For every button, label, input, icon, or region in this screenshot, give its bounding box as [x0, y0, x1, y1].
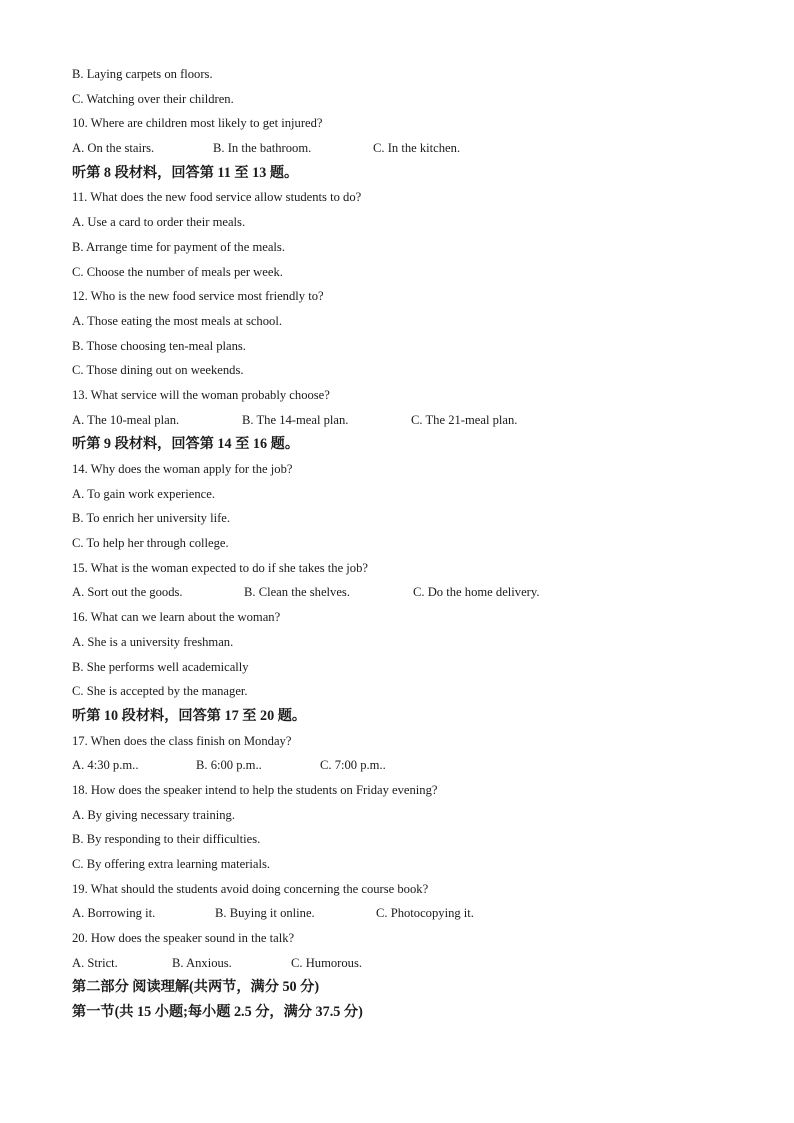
answer-option: C. In the kitchen.	[373, 141, 461, 156]
text-line: B. Laying carpets on floors.	[72, 67, 213, 81]
section-heading: 听第 9 段材料，回答第 14 至 16 题。	[72, 436, 300, 453]
answer-option: C. Do the home delivery.	[413, 585, 540, 600]
text-line: C. Watching over their children.	[72, 91, 234, 106]
text-line: B. She performs well academically	[72, 659, 249, 674]
answer-option: B. Anxious.	[172, 955, 232, 970]
text-line: B. To enrich her university life.	[72, 511, 231, 526]
section-heading: 听第 10 段材料，回答第 17 至 20 题。	[72, 707, 307, 724]
text-line: 15. What is the woman expected to do if she takes the job?	[72, 560, 368, 575]
text-line: 14. Why does the woman apply for the job?	[72, 462, 293, 476]
text-line: C. To help her through college.	[72, 536, 229, 551]
text-line: 17. When does the class finish on Monday?	[72, 733, 292, 748]
text-line: C. She is accepted by the manager.	[72, 684, 248, 699]
text-line: A. She is a university freshman.	[72, 634, 234, 649]
answer-option: B. 6:00 p.m..	[196, 758, 262, 773]
text-line: A. To gain work experience.	[72, 486, 215, 501]
document-content	[72, 62, 732, 1025]
answer-options-row	[72, 580, 732, 605]
text-line: 19. What should the students avoid doing concerning the course book?	[72, 881, 429, 896]
answer-options-row	[72, 901, 732, 926]
answer-option: C. Humorous.	[291, 955, 363, 970]
text-line: C. By offering extra learning materials.	[72, 857, 271, 871]
answer-options-row	[72, 408, 732, 433]
text-line: 12. Who is the new food service most friendly to?	[72, 289, 324, 304]
section-heading: 第二部分 阅读理解(共两节，满分 50 分)	[72, 979, 320, 996]
answer-option: B. The 14-meal plan.	[242, 412, 349, 427]
text-line: A. Those eating the most meals at school.	[72, 313, 282, 328]
answer-options-row	[72, 753, 732, 778]
text-line: 16. What can we learn about the woman?	[72, 610, 281, 625]
text-line: B. By responding to their difficulties.	[72, 832, 261, 847]
text-line: C. Those dining out on weekends.	[72, 363, 244, 378]
section-heading: 听第 8 段材料，回答第 11 至 13 题。	[72, 164, 299, 181]
answer-option: A. On the stairs.	[72, 141, 155, 156]
answer-option: A. Borrowing it.	[72, 906, 156, 921]
answer-option: A. The 10-meal plan.	[72, 412, 180, 427]
answer-options-row	[72, 136, 732, 161]
answer-option: C. 7:00 p.m..	[320, 758, 386, 773]
answer-option: A. 4:30 p.m..	[72, 758, 139, 773]
answer-option: A. Sort out the goods.	[72, 585, 183, 600]
answer-option: B. Buying it online.	[215, 906, 315, 921]
answer-option: A. Strict.	[72, 955, 118, 970]
answer-option: C. The 21-meal plan.	[411, 412, 518, 427]
answer-option: C. Photocopying it.	[376, 906, 474, 921]
text-line: A. By giving necessary training.	[72, 807, 235, 822]
answer-options-row	[72, 951, 732, 976]
answer-option: B. Clean the shelves.	[244, 585, 350, 600]
text-line: C. Choose the number of meals per week.	[72, 264, 283, 279]
text-line: 13. What service will the woman probably choose?	[72, 387, 330, 402]
text-line: 20. How does the speaker sound in the talk?	[72, 931, 295, 946]
text-line: 18. How does the speaker intend to help the students on Friday evening?	[72, 782, 438, 797]
text-line: 11. What does the new food service allow students to do?	[72, 190, 362, 205]
answer-option: B. In the bathroom.	[213, 141, 312, 156]
text-line: B. Arrange time for payment of the meals.	[72, 239, 285, 254]
text-line: B. Those choosing ten-meal plans.	[72, 338, 246, 353]
text-line: 10. Where are children most likely to get injured?	[72, 116, 323, 131]
text-line: A. Use a card to order their meals.	[72, 215, 246, 230]
section-heading: 第一节(共 15 小题;每小题 2.5 分，满分 37.5 分)	[72, 1004, 363, 1021]
